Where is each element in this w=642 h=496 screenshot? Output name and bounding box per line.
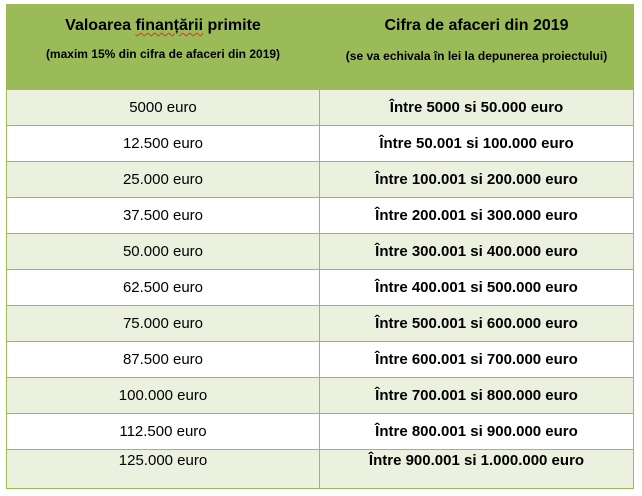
cell-financing-amount: 112.500 euro bbox=[7, 414, 320, 450]
cell-financing-amount: 100.000 euro bbox=[7, 378, 320, 414]
financing-table bbox=[6, 4, 634, 489]
cell-turnover-range: Între 5000 si 50.000 euro bbox=[320, 90, 634, 126]
header-title-part: primite bbox=[203, 17, 261, 34]
cell-turnover-range: Între 400.001 si 500.000 euro bbox=[320, 270, 634, 306]
cell-turnover-range: Între 50.001 si 100.000 euro bbox=[320, 126, 634, 162]
cell-financing-amount: 50.000 euro bbox=[7, 234, 320, 270]
table-row bbox=[7, 126, 634, 162]
header-title-misspelled-word: finanțării bbox=[135, 17, 204, 34]
header-turnover-subtitle: (se va echivala în lei la depunerea proiectului) bbox=[345, 49, 608, 63]
cell-financing-amount: 25.000 euro bbox=[7, 162, 320, 198]
cell-financing-amount: 125.000 euro bbox=[7, 450, 320, 489]
cell-financing-amount: 87.500 euro bbox=[7, 342, 320, 378]
header-turnover-title: Cifra de afaceri din 2019 bbox=[384, 17, 569, 34]
cell-financing-amount: 75.000 euro bbox=[7, 306, 320, 342]
table-header-row bbox=[7, 5, 634, 90]
cell-turnover-range: Între 100.001 si 200.000 euro bbox=[320, 162, 634, 198]
cell-turnover-range: Între 900.001 si 1.000.000 euro bbox=[320, 450, 634, 489]
table-row bbox=[7, 270, 634, 306]
table-row bbox=[7, 342, 634, 378]
header-title-part: Valoarea bbox=[65, 17, 136, 34]
table-row bbox=[7, 306, 634, 342]
table-row bbox=[7, 162, 634, 198]
cell-financing-amount: 12.500 euro bbox=[7, 126, 320, 162]
cell-turnover-range: Între 600.001 si 700.000 euro bbox=[320, 342, 634, 378]
table-row bbox=[7, 414, 634, 450]
table-row bbox=[7, 378, 634, 414]
table-row bbox=[7, 234, 634, 270]
header-financing-value-subtitle: (maxim 15% din cifra de afaceri din 2019) bbox=[45, 47, 281, 61]
header-financing-value-title bbox=[7, 16, 319, 36]
cell-turnover-range: Între 500.001 si 600.000 euro bbox=[320, 306, 634, 342]
header-turnover bbox=[320, 5, 634, 90]
table-row bbox=[7, 90, 634, 126]
header-financing-value bbox=[7, 5, 320, 90]
cell-financing-amount: 62.500 euro bbox=[7, 270, 320, 306]
table-row bbox=[7, 450, 634, 489]
cell-financing-amount: 5000 euro bbox=[7, 90, 320, 126]
cell-financing-amount: 37.500 euro bbox=[7, 198, 320, 234]
table-row bbox=[7, 198, 634, 234]
financing-table-container bbox=[6, 4, 633, 489]
cell-turnover-range: Între 200.001 si 300.000 euro bbox=[320, 198, 634, 234]
cell-turnover-range: Între 800.001 si 900.000 euro bbox=[320, 414, 634, 450]
cell-turnover-range: Între 700.001 si 800.000 euro bbox=[320, 378, 634, 414]
cell-turnover-range: Între 300.001 si 400.000 euro bbox=[320, 234, 634, 270]
